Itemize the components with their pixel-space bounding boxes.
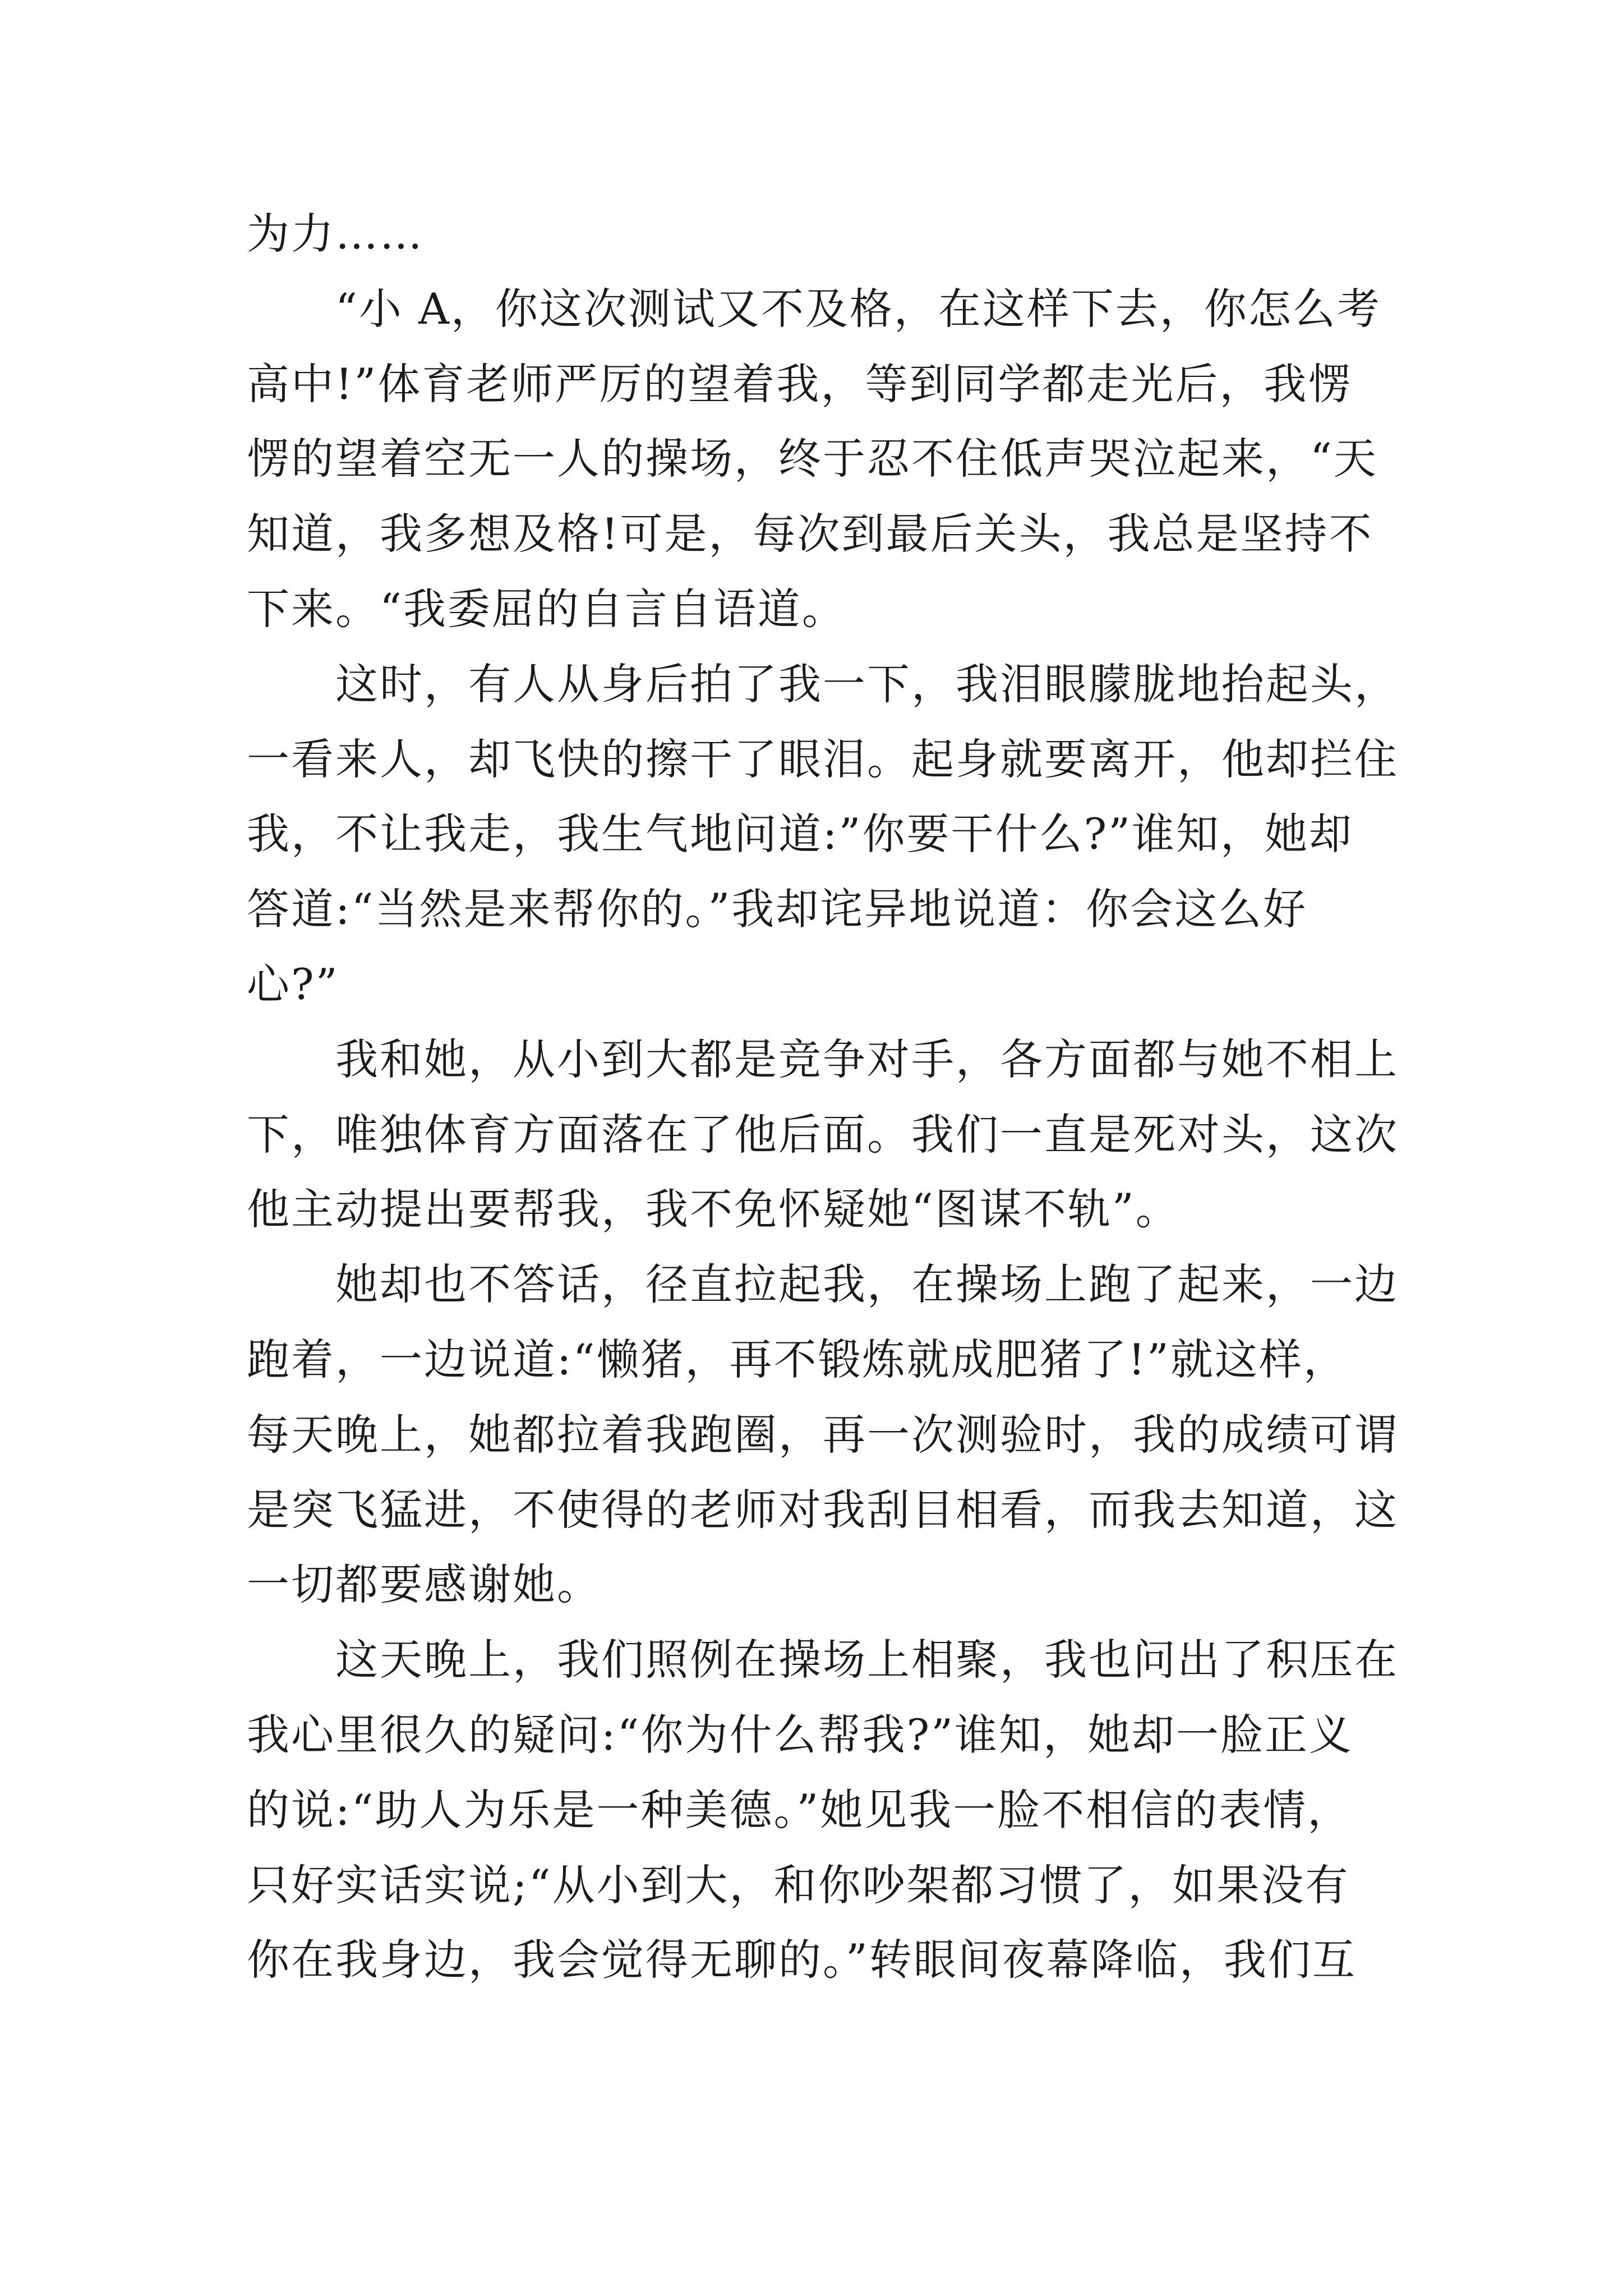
- text-line: 心?”: [247, 959, 339, 1009]
- text-line: 下，唯独体育方面落在了他后面。我们一直是死对头，这次: [247, 1109, 1399, 1159]
- text-line: 高中!”体育老师严厉的望着我，等到同学都走光后，我愣: [247, 358, 1353, 409]
- text-line: 我心里很久的疑问:“你为什么帮我?”谁知，她却一脸正义: [247, 1709, 1354, 1760]
- text-line: 的说:“助人为乐是一种美德。”她见我一脸不相信的表情，: [247, 1784, 1352, 1835]
- text-line: 他主动提出要帮我，我不免怀疑她“图谋不轨”。: [247, 1184, 1180, 1235]
- text-line: 我，不让我走，我生气地问道:”你要干什么?”谁知，她却: [247, 809, 1354, 859]
- text-line: 是突飞猛进，不使得的老师对我刮目相看，而我去知道，这: [247, 1484, 1399, 1535]
- document-body: [247, 196, 1399, 1998]
- text-line: “小 A，你这次测试又不及格，在这样下去，你怎么考: [335, 283, 1381, 334]
- text-line: 每天晚上，她都拉着我跑圈，再一次测验时，我的成绩可谓: [247, 1409, 1399, 1460]
- text-line: 这天晚上，我们照例在操场上相聚，我也问出了积压在: [335, 1635, 1399, 1685]
- text-line: 一切都要感谢她。: [247, 1559, 601, 1610]
- text-line: 她却也不答话，径直拉起我，在操场上跑了起来，一边: [335, 1259, 1399, 1310]
- text-line: 为力……: [247, 209, 424, 259]
- text-line: 一看来人，却飞快的擦干了眼泪。起身就要离开，他却拦住: [247, 734, 1399, 784]
- text-line: 跑着，一边说道:“懒猪，再不锻炼就成肥猪了!”就这样，: [247, 1334, 1348, 1384]
- text-line: 只好实话实说;“从小到大，和你吵架都习惯了，如果没有: [247, 1860, 1350, 1910]
- text-line: 我和她，从小到大都是竞争对手，各方面都与她不相上: [335, 1034, 1399, 1084]
- text-line: 知道，我多想及格!可是，每次到最后关头，我总是坚持不: [247, 509, 1373, 559]
- text-line: 下来。“我委屈的自言自语道。: [247, 583, 846, 634]
- text-line: 答道:“当然是来帮你的。”我却诧异地说道：你会这么好: [247, 884, 1308, 935]
- text-line: 你在我身边，我会觉得无聊的。”转眼间夜幕降临，我们互: [247, 1935, 1357, 1985]
- text-line: 这时，有人从身后拍了我一下，我泪眼朦胧地抬起头，: [335, 659, 1399, 709]
- text-line: 愣的望着空无一人的操场，终于忍不住低声哭泣起来，“天: [247, 434, 1378, 484]
